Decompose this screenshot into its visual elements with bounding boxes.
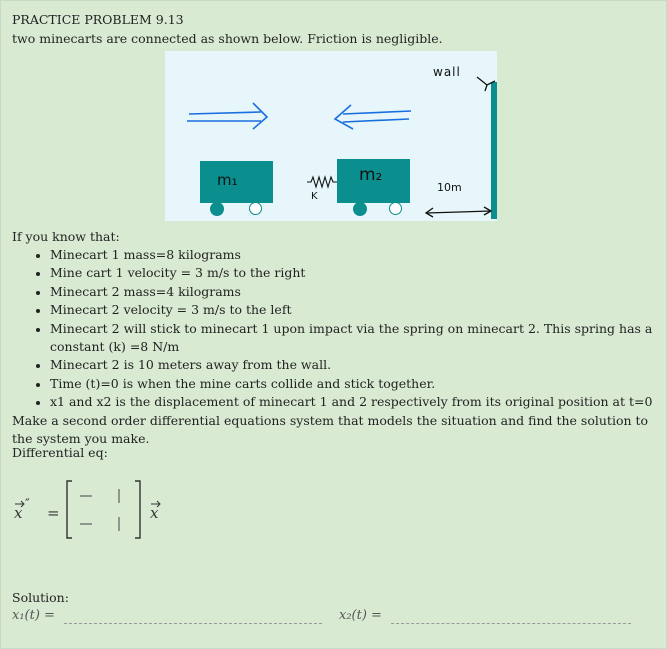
list-item: • Mine cart 1 velocity = 3 m/s to the right [50, 264, 657, 282]
facts-list [12, 246, 657, 411]
solution-label: Solution: [12, 590, 69, 605]
figure-overlay [165, 51, 497, 221]
cart2-velocity-arrow [335, 105, 411, 129]
svg-text:x: x [14, 504, 23, 522]
x2-label: x₂(t) = [339, 608, 382, 623]
svg-text:x: x [150, 504, 159, 522]
list-item: • Minecart 2 mass=4 kilograms [50, 283, 657, 301]
intro-text: If you know that: [12, 229, 120, 244]
spring [307, 177, 337, 187]
cart2-label: m₂ [359, 165, 383, 185]
task-text: Make a second order differential equations system that models the situation and find the solution to the system you make. [12, 412, 649, 446]
matrix-equation [12, 476, 172, 546]
list-item: • Minecart 1 mass=8 kilograms [50, 246, 657, 264]
cart1-label: m₁ [217, 171, 238, 189]
distance-label: 10m [437, 181, 462, 194]
x1-label: x₁(t) = [12, 608, 55, 623]
x2-answer-field[interactable] [391, 623, 631, 624]
list-item: • Minecart 2 will stick to minecart 1 upon impact via the spring on minecart 2. This spring has a constant (k) =8 N/m [50, 320, 657, 355]
differential-label: Differential eq: [12, 445, 108, 460]
problem-subtitle: two minecarts are connected as shown below. Friction is negligible. [12, 31, 443, 46]
minecart-figure [165, 51, 497, 221]
list-item: • Minecart 2 is 10 meters away from the wall. [50, 356, 657, 374]
x1-answer-field[interactable] [64, 623, 322, 624]
problem-title: PRACTICE PROBLEM 9.13 [12, 12, 184, 27]
svg-text:=: = [47, 504, 60, 522]
cart1-velocity-arrow [187, 103, 267, 129]
spring-label: K [311, 191, 318, 202]
list-item: • Minecart 2 velocity = 3 m/s to the left [50, 301, 657, 319]
problem-body [12, 228, 657, 447]
wall-label: wall [433, 65, 461, 79]
list-item: • x1 and x2 is the displacement of minecart 1 and 2 respectively from its original position at t=0 [50, 393, 657, 411]
wall-pointer-arrow [477, 77, 495, 91]
list-item: • Time (t)=0 is when the mine carts collide and stick together. [50, 375, 657, 393]
distance-arrow [426, 207, 491, 217]
svg-text:″: ″ [25, 497, 30, 512]
